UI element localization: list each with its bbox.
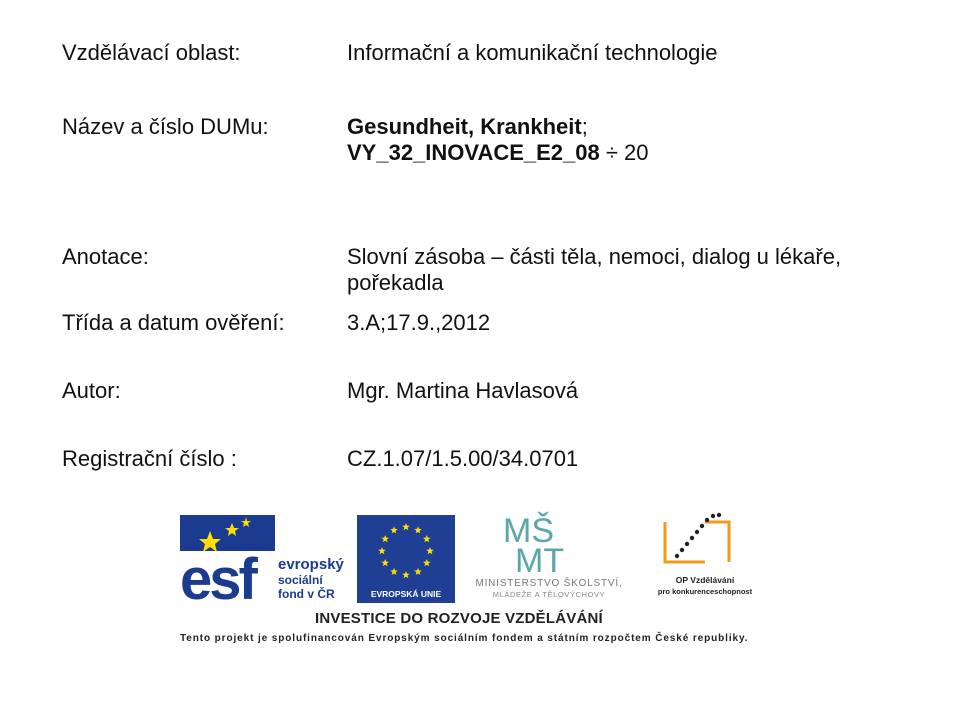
row-label: Registrační číslo : <box>62 446 237 471</box>
project-funding-note: Tento projekt je spolufinancován Evropským sociálním fondem a státním rozpočtem České republiky. <box>180 633 749 644</box>
eu-logo <box>357 515 455 603</box>
msmt-line1: MINISTERSTVO ŠKOLSTVÍ, <box>475 578 623 589</box>
op-line1: OP Vzdělávání <box>675 575 735 585</box>
eu-caption: EVROPSKÁ UNIE <box>370 589 442 599</box>
investice-tagline: INVESTICE DO ROZVOJE VZDĚLÁVÁNÍ <box>315 610 603 627</box>
row-label: Třída a datum ověření: <box>62 310 285 335</box>
op-logo <box>655 510 755 602</box>
esf-logo <box>180 513 350 603</box>
esf-line1: evropský <box>278 556 344 573</box>
msmt-line2: MLÁDEŽE A TĚLOVÝCHOVY <box>492 590 606 599</box>
row-value: CZ.1.07/1.5.00/34.0701 <box>347 446 579 471</box>
dum-code: VY_32_INOVACE_E2_08 <box>347 140 600 165</box>
row-value: 3.A;17.9.,2012 <box>347 310 491 335</box>
esf-line2: sociální <box>278 573 323 587</box>
row-value <box>347 114 867 166</box>
row-value: Mgr. Martina Havlasová <box>347 378 579 403</box>
msmt-logo <box>463 510 635 602</box>
op-line2: pro konkurenceschopnost <box>657 587 753 596</box>
row-value: Informační a komunikační technologie <box>347 40 718 65</box>
msmt-letters-top: MŠ <box>503 512 554 550</box>
row-label: Anotace: <box>62 244 149 269</box>
dum-title-sep: ; <box>581 114 588 139</box>
logo-strip <box>175 510 765 650</box>
dum-title: Gesundheit, Krankheit <box>347 114 582 139</box>
esf-line3: fond v ČR <box>278 587 335 601</box>
row-label: Vzdělávací oblast: <box>62 40 241 65</box>
row-label: Název a číslo DUMu: <box>62 114 269 139</box>
dum-number: ÷ 20 <box>599 140 649 165</box>
row-value: Slovní zásoba – části těla, nemoci, dialog u lékaře, pořekadla <box>347 244 842 295</box>
msmt-letters-bottom: MT <box>515 542 565 580</box>
row-label: Autor: <box>62 378 121 403</box>
esf-letters: esf <box>180 547 255 603</box>
